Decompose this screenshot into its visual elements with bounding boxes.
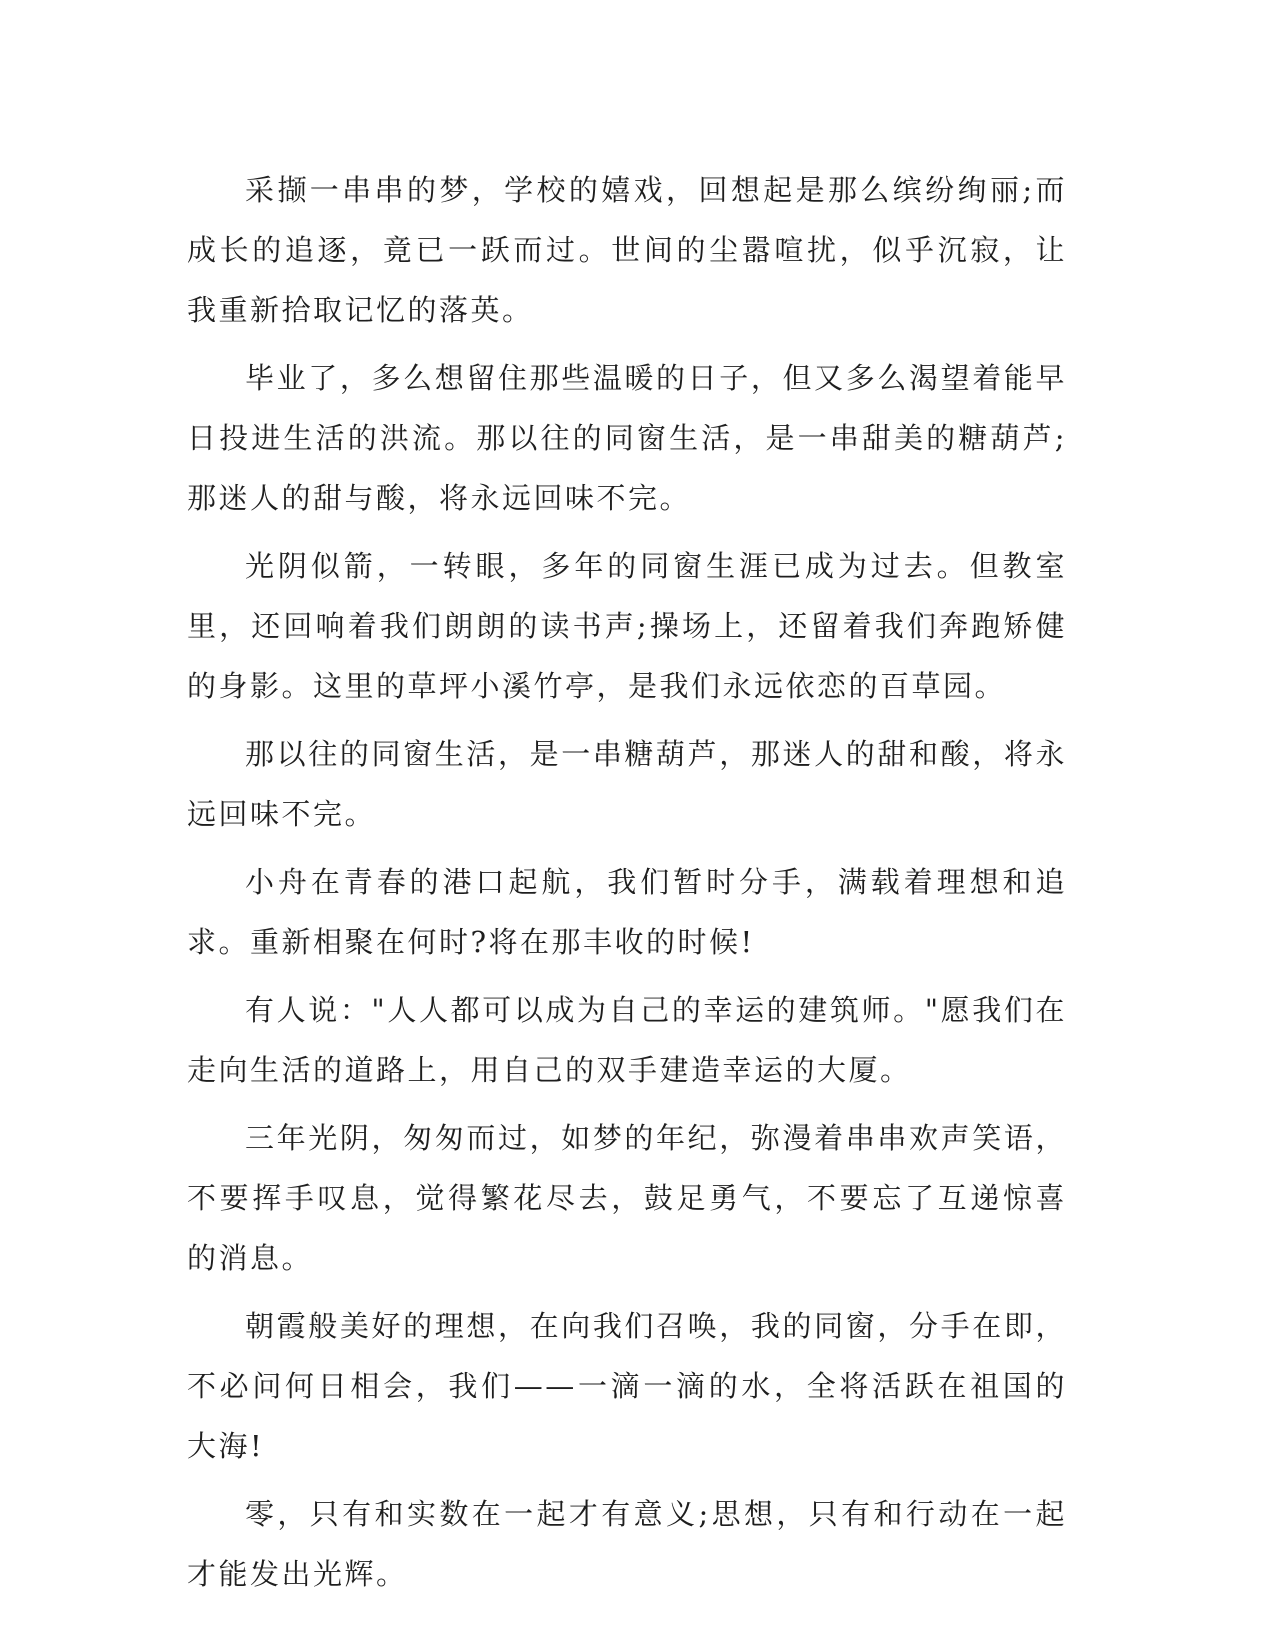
paragraph: 三年光阴，匆匆而过，如梦的年纪，弥漫着串串欢声笑语，不要挥手叹息，觉得繁花尽去，鼓足勇气，不要忘了互递惊喜的消息。 — [187, 1121, 1067, 1275]
paragraph: 朝霞般美好的理想，在向我们召唤，我的同窗，分手在即，不必问何日相会，我们——一滴一滴的水，全将活跃在祖国的大海! — [187, 1309, 1067, 1463]
paragraph: 光阴似箭，一转眼，多年的同窗生涯已成为过去。但教室里，还回响着我们朗朗的读书声;操场上，还留着我们奔跑矫健的身影。这里的草坪小溪竹亭，是我们永远依恋的百草园。 — [187, 549, 1067, 703]
paragraph: 那以往的同窗生活，是一串糖葫芦，那迷人的甜和酸，将永远回味不完。 — [187, 737, 1067, 831]
paragraph: 采撷一串串的梦，学校的嬉戏，回想起是那么缤纷绚丽;而成长的追逐，竟已一跃而过。世间的尘嚣喧扰，似乎沉寂，让我重新拾取记忆的落英。 — [187, 173, 1067, 327]
document-body — [187, 160, 1067, 1612]
paragraph: 有人说："人人都可以成为自己的幸运的建筑师。"愿我们在走向生活的道路上，用自己的双手建造幸运的大厦。 — [187, 993, 1067, 1087]
paragraph: 零，只有和实数在一起才有意义;思想，只有和行动在一起才能发出光辉。 — [187, 1497, 1067, 1591]
paragraph: 小舟在青春的港口起航，我们暂时分手，满载着理想和追求。重新相聚在何时?将在那丰收的时候! — [187, 865, 1067, 959]
paragraph: 毕业了，多么想留住那些温暖的日子，但又多么渴望着能早日投进生活的洪流。那以往的同窗生活，是一串甜美的糖葫芦;那迷人的甜与酸，将永远回味不完。 — [187, 361, 1067, 515]
